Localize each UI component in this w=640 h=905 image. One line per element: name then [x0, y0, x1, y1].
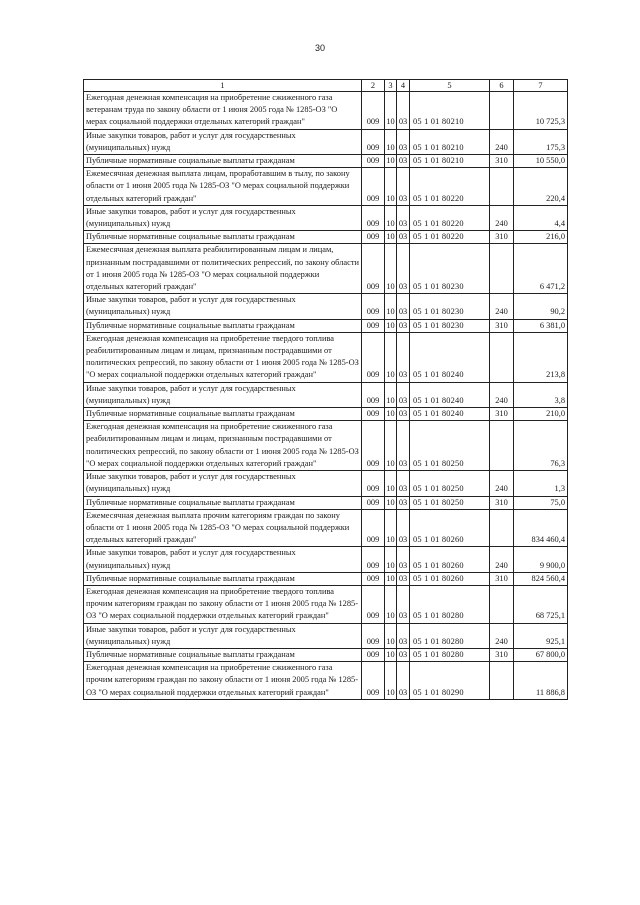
- target-article-cell: 05 1 01 80210: [410, 92, 490, 130]
- amount-cell: 10 725,3: [514, 92, 568, 130]
- expense-type-cell: 240: [490, 129, 514, 154]
- subsection-code-cell: 03: [397, 319, 410, 332]
- target-article-cell: 05 1 01 80280: [410, 648, 490, 661]
- table-row: [84, 496, 568, 509]
- amount-cell: 67 800,0: [514, 648, 568, 661]
- table-row: [84, 168, 568, 206]
- table-row: [84, 408, 568, 421]
- target-article-cell: 05 1 01 80280: [410, 623, 490, 648]
- expense-type-cell: 310: [490, 648, 514, 661]
- expense-type-cell: 240: [490, 547, 514, 572]
- amount-cell: 4,4: [514, 205, 568, 230]
- expense-type-cell: [490, 509, 514, 547]
- subsection-code-cell: 03: [397, 509, 410, 547]
- header-cell: 5: [410, 80, 490, 92]
- description-cell: Иные закупки товаров, работ и услуг для государственных (муниципальных) нужд: [84, 623, 362, 648]
- target-article-cell: 05 1 01 80250: [410, 421, 490, 471]
- subsection-code-cell: 03: [397, 471, 410, 496]
- subsection-code-cell: 03: [397, 332, 410, 382]
- table-row: [84, 231, 568, 244]
- amount-cell: 9 900,0: [514, 547, 568, 572]
- amount-cell: 76,3: [514, 421, 568, 471]
- expense-type-cell: 240: [490, 294, 514, 319]
- target-article-cell: 05 1 01 80230: [410, 319, 490, 332]
- table-row: [84, 648, 568, 661]
- amount-cell: 834 460,4: [514, 509, 568, 547]
- expense-type-cell: [490, 92, 514, 130]
- amount-cell: 6 471,2: [514, 244, 568, 294]
- subsection-code-cell: 03: [397, 408, 410, 421]
- description-cell: Ежемесячная денежная выплата прочим категориям граждан по закону области от 1 июня 2005 года № 1285-ОЗ "О мерах социальной поддержки отдельных категорий граждан": [84, 509, 362, 547]
- section-code-cell: 10: [385, 168, 397, 206]
- subsection-code-cell: 03: [397, 547, 410, 572]
- subsection-code-cell: 03: [397, 382, 410, 407]
- description-cell: Публичные нормативные социальные выплаты гражданам: [84, 231, 362, 244]
- amount-cell: 75,0: [514, 496, 568, 509]
- expense-type-cell: 310: [490, 155, 514, 168]
- header-cell: 1: [84, 80, 362, 92]
- subsection-code-cell: 03: [397, 205, 410, 230]
- subsection-code-cell: 03: [397, 662, 410, 700]
- table-row: [84, 382, 568, 407]
- ministry-code-cell: 009: [362, 319, 385, 332]
- description-cell: Иные закупки товаров, работ и услуг для государственных (муниципальных) нужд: [84, 471, 362, 496]
- section-code-cell: 10: [385, 471, 397, 496]
- section-code-cell: 10: [385, 382, 397, 407]
- subsection-code-cell: 03: [397, 244, 410, 294]
- expense-type-cell: 310: [490, 572, 514, 585]
- target-article-cell: 05 1 01 80220: [410, 168, 490, 206]
- ministry-code-cell: 009: [362, 382, 385, 407]
- amount-cell: 175,3: [514, 129, 568, 154]
- expense-type-cell: [490, 332, 514, 382]
- target-article-cell: 05 1 01 80230: [410, 244, 490, 294]
- table-row: [84, 421, 568, 471]
- ministry-code-cell: 009: [362, 129, 385, 154]
- ministry-code-cell: 009: [362, 547, 385, 572]
- header-cell: 2: [362, 80, 385, 92]
- amount-cell: 220,4: [514, 168, 568, 206]
- section-code-cell: 10: [385, 155, 397, 168]
- description-cell: Ежемесячная денежная выплата реабилитированным лицам и лицам, признанным пострадавшими от политических репрессий, по закону области от 1 июня 2005 года № 1285-ОЗ "О мерах социальной поддержки отдельных категорий граждан": [84, 244, 362, 294]
- subsection-code-cell: 03: [397, 572, 410, 585]
- expense-type-cell: 310: [490, 408, 514, 421]
- expense-type-cell: 310: [490, 231, 514, 244]
- section-code-cell: 10: [385, 129, 397, 154]
- table-row: [84, 572, 568, 585]
- target-article-cell: 05 1 01 80280: [410, 585, 490, 623]
- ministry-code-cell: 009: [362, 244, 385, 294]
- ministry-code-cell: 009: [362, 92, 385, 130]
- table-row: [84, 129, 568, 154]
- section-code-cell: 10: [385, 421, 397, 471]
- target-article-cell: 05 1 01 80220: [410, 231, 490, 244]
- amount-cell: 210,0: [514, 408, 568, 421]
- section-code-cell: 10: [385, 408, 397, 421]
- amount-cell: 68 725,1: [514, 585, 568, 623]
- table-row: [84, 294, 568, 319]
- ministry-code-cell: 009: [362, 231, 385, 244]
- description-cell: Публичные нормативные социальные выплаты гражданам: [84, 155, 362, 168]
- amount-cell: 213,8: [514, 332, 568, 382]
- description-cell: Публичные нормативные социальные выплаты гражданам: [84, 572, 362, 585]
- section-code-cell: 10: [385, 294, 397, 319]
- ministry-code-cell: 009: [362, 572, 385, 585]
- section-code-cell: 10: [385, 585, 397, 623]
- target-article-cell: 05 1 01 80210: [410, 155, 490, 168]
- header-cell: 6: [490, 80, 514, 92]
- section-code-cell: 10: [385, 547, 397, 572]
- section-code-cell: 10: [385, 648, 397, 661]
- subsection-code-cell: 03: [397, 496, 410, 509]
- ministry-code-cell: 009: [362, 168, 385, 206]
- section-code-cell: 10: [385, 496, 397, 509]
- target-article-cell: 05 1 01 80290: [410, 662, 490, 700]
- description-cell: Публичные нормативные социальные выплаты гражданам: [84, 408, 362, 421]
- target-article-cell: 05 1 01 80230: [410, 294, 490, 319]
- section-code-cell: 10: [385, 92, 397, 130]
- subsection-code-cell: 03: [397, 648, 410, 661]
- table-row: [84, 244, 568, 294]
- expense-type-cell: 240: [490, 471, 514, 496]
- description-cell: Публичные нормативные социальные выплаты гражданам: [84, 496, 362, 509]
- ministry-code-cell: 009: [362, 471, 385, 496]
- target-article-cell: 05 1 01 80210: [410, 129, 490, 154]
- subsection-code-cell: 03: [397, 92, 410, 130]
- expense-type-cell: 310: [490, 496, 514, 509]
- target-article-cell: 05 1 01 80250: [410, 471, 490, 496]
- table-row: [84, 205, 568, 230]
- description-cell: Иные закупки товаров, работ и услуг для государственных (муниципальных) нужд: [84, 547, 362, 572]
- subsection-code-cell: 03: [397, 129, 410, 154]
- header-cell: 4: [397, 80, 410, 92]
- ministry-code-cell: 009: [362, 332, 385, 382]
- target-article-cell: 05 1 01 80220: [410, 205, 490, 230]
- description-cell: Ежегодная денежная компенсация на приобретение твердого топлива реабилитированным лицам и лицам, признанным пострадавшими от политических репрессий, по закону области от 1 июня 2005 года № 1285-ОЗ "О мерах социальной поддержки отдельных категорий граждан": [84, 332, 362, 382]
- subsection-code-cell: 03: [397, 421, 410, 471]
- ministry-code-cell: 009: [362, 496, 385, 509]
- target-article-cell: 05 1 01 80250: [410, 496, 490, 509]
- section-code-cell: 10: [385, 244, 397, 294]
- ministry-code-cell: 009: [362, 509, 385, 547]
- section-code-cell: 10: [385, 623, 397, 648]
- description-cell: Ежегодная денежная компенсация на приобретение сжиженного газа ветеранам труда по закону области от 1 июня 2005 года № 1285-ОЗ "О мерах социальной поддержки отдельных категорий граждан": [84, 92, 362, 130]
- table-header-row: [84, 80, 568, 92]
- section-code-cell: 10: [385, 319, 397, 332]
- table-row: [84, 585, 568, 623]
- subsection-code-cell: 03: [397, 231, 410, 244]
- table-row: [84, 509, 568, 547]
- amount-cell: 6 381,0: [514, 319, 568, 332]
- expense-type-cell: [490, 421, 514, 471]
- target-article-cell: 05 1 01 80240: [410, 332, 490, 382]
- page-number: 30: [314, 43, 325, 53]
- target-article-cell: 05 1 01 80260: [410, 547, 490, 572]
- subsection-code-cell: 03: [397, 623, 410, 648]
- ministry-code-cell: 009: [362, 623, 385, 648]
- ministry-code-cell: 009: [362, 585, 385, 623]
- amount-cell: 216,0: [514, 231, 568, 244]
- subsection-code-cell: 03: [397, 168, 410, 206]
- table-row: [84, 92, 568, 130]
- target-article-cell: 05 1 01 80240: [410, 408, 490, 421]
- description-cell: Публичные нормативные социальные выплаты гражданам: [84, 319, 362, 332]
- description-cell: Иные закупки товаров, работ и услуг для государственных (муниципальных) нужд: [84, 382, 362, 407]
- target-article-cell: 05 1 01 80240: [410, 382, 490, 407]
- subsection-code-cell: 03: [397, 294, 410, 319]
- section-code-cell: 10: [385, 231, 397, 244]
- section-code-cell: 10: [385, 205, 397, 230]
- target-article-cell: 05 1 01 80260: [410, 572, 490, 585]
- description-cell: Иные закупки товаров, работ и услуг для государственных (муниципальных) нужд: [84, 205, 362, 230]
- amount-cell: 1,3: [514, 471, 568, 496]
- table-row: [84, 155, 568, 168]
- description-cell: Ежегодная денежная компенсация на приобретение сжиженного газа прочим категориям граждан по закону области от 1 июня 2005 года № 1285-ОЗ "О мерах социальной поддержки отдельных категорий граждан": [84, 662, 362, 700]
- ministry-code-cell: 009: [362, 421, 385, 471]
- amount-cell: 90,2: [514, 294, 568, 319]
- description-cell: Иные закупки товаров, работ и услуг для государственных (муниципальных) нужд: [84, 294, 362, 319]
- description-cell: Ежегодная денежная компенсация на приобретение твердого топлива прочим категориям граждан по закону области от 1 июня 2005 года № 1285-ОЗ "О мерах социальной поддержки отдельных категорий граждан": [84, 585, 362, 623]
- table-row: [84, 662, 568, 700]
- amount-cell: 10 550,0: [514, 155, 568, 168]
- description-cell: Ежемесячная денежная выплата лицам, проработавшим в тылу, по закону области от 1 июня 2005 года № 1285-ОЗ "О мерах социальной поддержки отдельных категорий граждан": [84, 168, 362, 206]
- expense-type-cell: [490, 662, 514, 700]
- expense-type-cell: 310: [490, 319, 514, 332]
- amount-cell: 824 560,4: [514, 572, 568, 585]
- expense-type-cell: [490, 585, 514, 623]
- ministry-code-cell: 009: [362, 648, 385, 661]
- table-row: [84, 319, 568, 332]
- table-row: [84, 471, 568, 496]
- section-code-cell: 10: [385, 332, 397, 382]
- table-row: [84, 332, 568, 382]
- section-code-cell: 10: [385, 662, 397, 700]
- expense-type-cell: [490, 244, 514, 294]
- ministry-code-cell: 009: [362, 408, 385, 421]
- ministry-code-cell: 009: [362, 205, 385, 230]
- section-code-cell: 10: [385, 572, 397, 585]
- table-row: [84, 623, 568, 648]
- expense-type-cell: 240: [490, 382, 514, 407]
- budget-table: [83, 79, 568, 700]
- ministry-code-cell: 009: [362, 155, 385, 168]
- description-cell: Иные закупки товаров, работ и услуг для государственных (муниципальных) нужд: [84, 129, 362, 154]
- ministry-code-cell: 009: [362, 294, 385, 319]
- expense-type-cell: 240: [490, 623, 514, 648]
- subsection-code-cell: 03: [397, 155, 410, 168]
- amount-cell: 3,8: [514, 382, 568, 407]
- expense-type-cell: [490, 168, 514, 206]
- amount-cell: 11 886,8: [514, 662, 568, 700]
- expense-type-cell: 240: [490, 205, 514, 230]
- description-cell: Публичные нормативные социальные выплаты гражданам: [84, 648, 362, 661]
- section-code-cell: 10: [385, 509, 397, 547]
- target-article-cell: 05 1 01 80260: [410, 509, 490, 547]
- amount-cell: 925,1: [514, 623, 568, 648]
- header-cell: 3: [385, 80, 397, 92]
- description-cell: Ежегодная денежная компенсация на приобретение сжиженного газа реабилитированным лицам и лицам, признанным пострадавшими от политических репрессий, по закону области от 1 июня 2005 года № 1285-ОЗ "О мерах социальной поддержки отдельных категорий граждан": [84, 421, 362, 471]
- table-row: [84, 547, 568, 572]
- subsection-code-cell: 03: [397, 585, 410, 623]
- ministry-code-cell: 009: [362, 662, 385, 700]
- header-cell: 7: [514, 80, 568, 92]
